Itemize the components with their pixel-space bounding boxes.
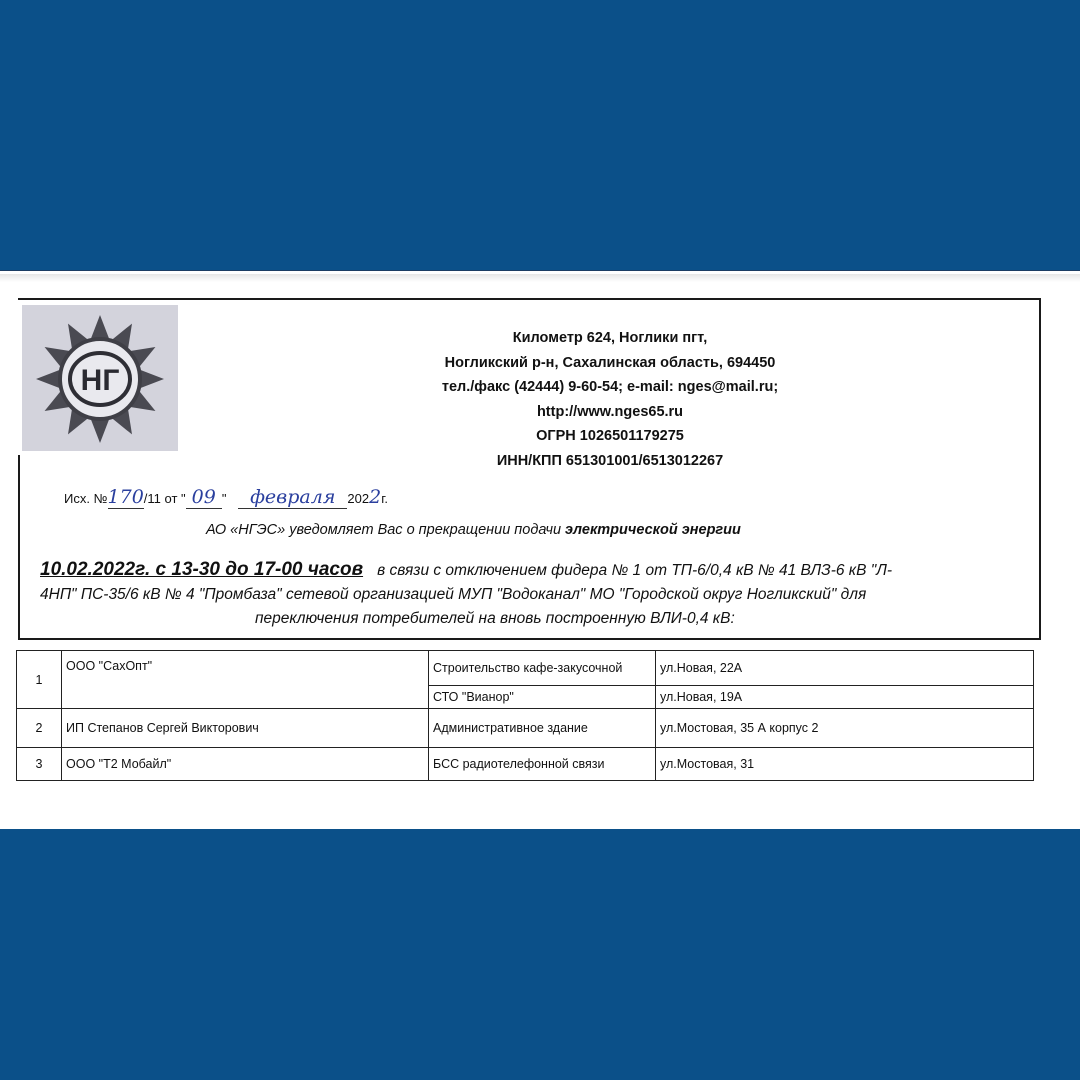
ref-year-prefix: 202 [347, 491, 370, 506]
row-number: 1 [17, 651, 62, 709]
letterhead-address-block [330, 326, 890, 473]
consumer-address: ул.Мостовая, 31 [656, 748, 1034, 781]
consumers-table [16, 650, 1034, 781]
consumer-object: Строительство кафе-закусочной [429, 651, 656, 686]
ogrn-line: ОГРН 1026501179275 [536, 428, 684, 444]
consumer-org: ООО "СахОпт" [62, 651, 429, 709]
consumer-object: СТО "Вианор" [429, 686, 656, 709]
ref-day-handwritten: 09 [186, 486, 222, 509]
table-row [17, 748, 1034, 781]
outage-date-time: 10.02.2022г. с 13-30 до 17-00 часов [40, 559, 364, 580]
reason-line-2: 4НП" ПС-35/6 кВ № 4 "Промбаза" сетевой организацией МУП "Водоканал" МО "Городской округ Ногликский" для [40, 586, 867, 603]
ref-number-handwritten: 170 [107, 486, 144, 508]
company-logo [22, 305, 178, 451]
frame-left-line [18, 455, 20, 640]
top-blue-band [0, 0, 1080, 270]
frame-top-line [18, 298, 1041, 300]
ref-prefix: Исх. № [64, 491, 108, 506]
svg-text:НГ: НГ [80, 364, 120, 397]
consumer-org: ИП Степанов Сергей Викторович [62, 709, 429, 748]
bottom-blue-band [0, 828, 1080, 1080]
ref-number-suffix: /11 от " [143, 491, 186, 506]
consumer-org: ООО "Т2 Мобайл" [62, 748, 429, 781]
consumer-object: Административное здание [429, 709, 656, 748]
ref-year-handwritten: 2 [369, 486, 382, 508]
address-line-1: Километр 624, Ноглики пгт, [512, 330, 708, 346]
ref-year-suffix: г. [381, 491, 388, 506]
ref-month-handwritten: февраля [238, 486, 347, 509]
row-number: 2 [17, 709, 62, 748]
table-row [17, 651, 1034, 686]
contacts-line: тел./факс (42444) 9-60-54; e-mail: nges@mail.ru; [441, 379, 779, 395]
frame-right-line [1039, 298, 1041, 638]
sun-logo-icon [22, 305, 178, 451]
consumer-address: ул.Новая, 22А [656, 651, 1034, 686]
consumer-object: БСС радиотелефонной связи [429, 748, 656, 781]
row-number: 3 [17, 748, 62, 781]
notice-intro [206, 522, 741, 538]
table-row [17, 709, 1034, 748]
notice-intro-text: АО «НГЭС» уведомляет Вас о прекращении подачи [206, 522, 566, 538]
inn-kpp-line: ИНН/КПП 651301001/6513012267 [496, 452, 724, 469]
notice-intro-bold: электрической энергии [565, 522, 741, 538]
sheet-shadow [0, 274, 1080, 282]
consumer-address: ул.Новая, 19А [656, 686, 1034, 709]
address-line-2: Ногликский р-н, Сахалинская область, 694450 [444, 354, 776, 371]
reason-line-1: в связи с отключением фидера № 1 от ТП-6/0,4 кВ № 41 ВЛЗ-6 кВ "Л- [377, 562, 893, 579]
frame-divider-line [18, 638, 1041, 640]
ref-quote-close: " [221, 491, 227, 506]
reason-line-3: переключения потребителей на вновь построенную ВЛИ-0,4 кВ: [255, 610, 735, 627]
consumer-address: ул.Мостовая, 35 А корпус 2 [656, 709, 1034, 748]
website-line: http://www.nges65.ru [536, 403, 684, 420]
outgoing-reference [64, 486, 388, 509]
notice-body [40, 558, 1030, 631]
